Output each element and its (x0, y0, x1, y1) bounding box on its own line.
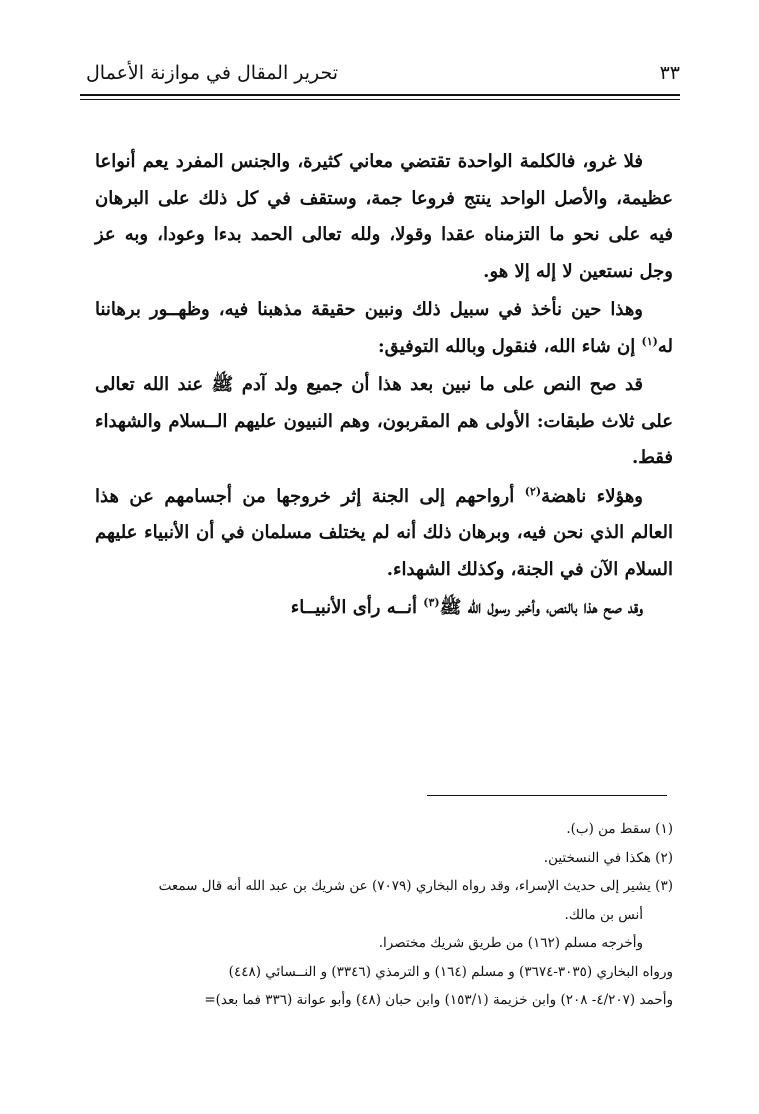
footnote-3-muslim: وأخرجه مسلم (١٦٢) من طريق شريك مختصرا. (378, 935, 643, 951)
paragraph-4-end: أرواحهم إلى الجنة إثر خروجها من أجسامهم عن هذا العالم الذي نحن فيه، وبرهان ذلك أنه لم يختلف مسلمان في أن الأنبياء عليهم السلام الآن في الجنة، وكذلك الشهداء. (95, 485, 673, 580)
footnote-separator (427, 795, 667, 796)
paragraph-2 (95, 292, 673, 365)
paragraph-3: قد صح النص على ما نبين بعد هذا أن جميع ولد آدم ﷺ عند الله تعالى على ثلاث طبقات: الأولى هم المقربون، وهم النبيون عليهم الــسلام والشهداء فقط. (95, 374, 673, 468)
paragraph-5-end: أنــه رأى الأنبيــاء (290, 597, 424, 618)
paragraph-5 (95, 590, 673, 627)
footnote-3-sources: ورواه البخاري (٣٠٣٥-٣٦٧٤) و مسلم (١٦٤) و الترمذي (٣٣٤٦) و النــسائي (٤٤٨) (228, 963, 673, 980)
paragraph-2-start: وهذا حين نأخذ في سبيل ذلك ونبين حقيقة مذهبنا فيه، وظهــور برهاننا له (95, 299, 673, 357)
footnote-ref-3[interactable]: (٣) (423, 596, 440, 609)
footnote-2: (٢) هكذا في النسختين. (543, 849, 673, 866)
paragraph-1: فلا غرو، فالكلمة الواحدة تقتضي معاني كثيرة، والجنس المفرد يعم أنواعا عظيمة، والأصل الواحد ينتج فروعا جمة، وستقف في كل ذلك على البرهان فيه على نحو ما التزمناه عقدا وقولا، ولله تعالى الحمد بدءا وعودا، وبه عز وجل نستعين لا إله إلا هو. (95, 151, 673, 282)
footnote-ref-1[interactable]: (١) (641, 334, 658, 348)
paragraph-2-end: إن شاء الله، فنقول وبالله التوفيق: (378, 335, 642, 357)
header-rule-thin (80, 99, 680, 100)
paragraph-5-start: وقد صح هذا بالنص، وأخبر رسول الله ﷺ (439, 597, 643, 618)
header-rule (80, 94, 680, 96)
main-text (95, 144, 673, 629)
running-header (80, 52, 680, 96)
footnote-3-sources-cont: وأحمد (٤/٢٠٧- ٢٠٨) وابن خزيمة (١٥٣/١) وابن حبان (٤٨) وأبو عوانة (٣٣٦ فما بعد)= (204, 992, 673, 1008)
footnote-1: (١) سقط من (ب). (566, 821, 673, 837)
paragraph-4-start: وهؤلاء ناهضة (541, 485, 644, 507)
footnote-3: (٣) يشير إلى حديث الإسراء، وقد رواه البخاري (٧٠٧٩) عن شريك بن عبد الله أنه قال سمعت (158, 878, 673, 894)
footnote-3-continuation: أنس بن مالك. (564, 906, 643, 923)
footnotes (85, 815, 673, 1015)
book-title: تحرير المقال في موازنة الأعمال (86, 62, 339, 84)
paragraph-4 (95, 479, 673, 589)
page-number: ٣٣ (659, 62, 680, 84)
footnote-ref-2[interactable]: (٢) (524, 484, 542, 498)
